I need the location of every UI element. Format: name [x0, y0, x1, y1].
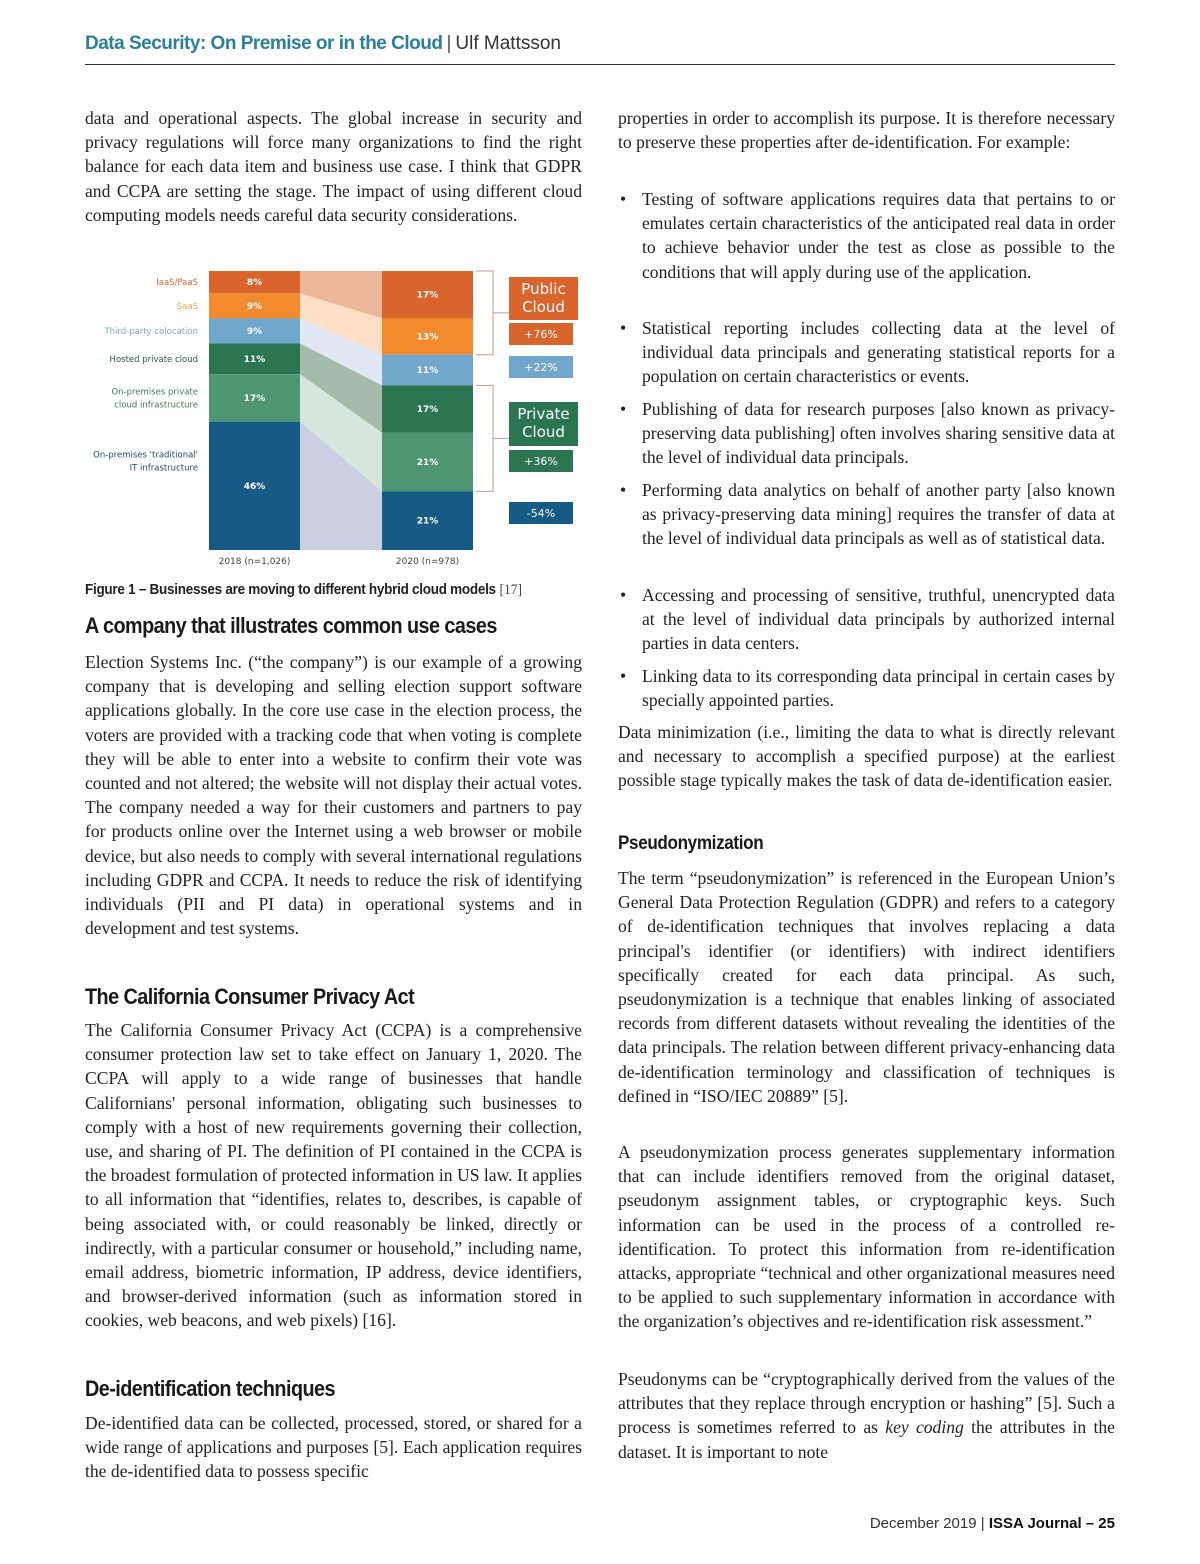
- heading-ccpa: The California Consumer Privacy Act: [85, 984, 415, 1009]
- bullet-item: • Publishing of data for research purposes [also known as privacy-preserving data publishing] often involves sharing sensitive data at the level of individual data principals.: [620, 399, 1115, 468]
- paragraph-data-minimization: Data minimization (i.e., limiting the data to what is directly relevant and necessary to accomplish a specified purpose) at the earliest possible stage typically makes the task of data de-identification easier.: [618, 722, 1115, 791]
- caption-text: Figure 1 – Businesses are moving to different hybrid cloud models: [85, 581, 496, 598]
- series-label: On-premises private: [111, 387, 198, 398]
- emphasis-key-coding: key coding: [885, 1417, 964, 1438]
- bracket: [476, 385, 509, 491]
- data-label: 17%: [416, 290, 439, 301]
- series-label: cloud infrastructure: [114, 400, 198, 411]
- series-label: IT infrastructure: [129, 463, 198, 474]
- paragraph-deidentification: De-identified data can be collected, processed, stored, or shared for a wide range of applications and purposes [5]. Each application requires the de-identified data to possess specific: [85, 1413, 582, 1482]
- annotation-label: Public: [521, 280, 566, 298]
- heading-company: A company that illustrates common use cases: [85, 613, 497, 638]
- annotation-label: +36%: [524, 455, 558, 468]
- data-label: 21%: [416, 516, 439, 527]
- paragraph-pseudonymization-2: A pseudonymization process generates supplementary information that can include identifiers removed from the original dataset, pseudonym assignment tables, or cryptographic keys. Such information can be used in the process of a controlled re-identification. To protect this information from re-identification attacks, appropriate “technical and other organizational measures need to be applied to such supplementary information in accordance with the organization’s objectives and re-identification risk assessment.”: [618, 1142, 1115, 1332]
- bullet-text: Publishing of data for research purposes [also known as privacy-preserving data publishing] often involves sharing sensitive data at the level of individual data principals.: [642, 399, 1115, 468]
- paragraph-ccpa: The California Consumer Privacy Act (CCPA) is a comprehensive consumer protection law set to take effect on January 1, 2020. The CCPA will apply to a wide range of businesses that handle Californians' personal information, obligating such businesses to comply with a host of new requirements governing their collection, use, and sharing of PI. The definition of PI contained in the CCPA is the broadest formulation of protected information in US law. It applies to all information that “identifies, relates to, describes, is capable of being associated with, or could reasonably be linked, directly or indirectly, with a particular consumer or household,” including name, email address, biometric information, IP address, device identifiers, and browser-derived information (such as information stored in cookies, web beacons, and web pixels) [16].: [85, 1020, 582, 1331]
- heading-pseudonymization: Pseudonymization: [618, 833, 764, 854]
- footer-journal: ISSA Journal – 25: [988, 1515, 1115, 1532]
- series-label: Hosted private cloud: [109, 354, 198, 365]
- caption-ref: [17]: [499, 582, 523, 598]
- annotation-label: +22%: [524, 361, 558, 374]
- bullet-item: • Statistical reporting includes collecting data at the level of individual data principals and generating statistical reports for a population on certain characteristics or events.: [620, 318, 1115, 387]
- annotation-label: Cloud: [522, 298, 565, 316]
- data-label: 21%: [416, 458, 439, 469]
- annotation-label: Private: [517, 405, 570, 423]
- header-rule: [85, 64, 1115, 65]
- footer-date: December 2019: [869, 1515, 977, 1532]
- series-label: On-premises 'traditional': [93, 450, 198, 461]
- annotation-label: Cloud: [522, 423, 565, 441]
- data-label: 46%: [243, 481, 266, 492]
- heading-deidentification: De-identification techniques: [85, 1376, 336, 1401]
- annotation-label: +76%: [524, 328, 558, 341]
- data-label: 17%: [416, 405, 439, 416]
- paragraph-properties: properties in order to accomplish its purpose. It is therefore necessary to preserve these properties after de-identification. For example:: [618, 108, 1115, 153]
- bullet-item: • Accessing and processing of sensitive, truthful, unencrypted data at the level of individual data principals by authorized internal parties in data centers.: [620, 585, 1115, 654]
- footer-separator: |: [980, 1515, 985, 1532]
- series-label: SaaS: [176, 301, 198, 312]
- text-run: the attributes in the dataset. It is important to note: [618, 1417, 1115, 1462]
- data-label: 13%: [416, 332, 439, 343]
- bullet-item: • Testing of software applications requires data that pertains to or emulates certain characteristics of the anticipated real data in order to achieve behavior under the test as close as possible to the conditions that will apply during use of the application.: [620, 189, 1115, 282]
- series-label: IaaS/PaaS: [156, 278, 198, 289]
- bullet-item: • Linking data to its corresponding data principal in certain cases by specially appointed parties.: [620, 666, 1115, 711]
- header-separator: |: [446, 33, 452, 54]
- data-label: 9%: [246, 326, 263, 337]
- header-author: Ulf Mattsson: [455, 33, 561, 54]
- series-label: Third-party colocation: [104, 326, 198, 337]
- text-run: Pseudonyms can be “cryptographically derived from the values of the attributes that they replace through encryption or hashing” [5]. Such a process is sometimes referred to as: [618, 1369, 1115, 1438]
- paragraph-company: Election Systems Inc. (“the company”) is our example of a growing company that is developing and selling election support software applications globally. In the core use case in the election process, the voters are provided with a tracking code that when voting is complete they will be able to enter into a website to confirm their vote was counted and not altered; the website will not display their actual votes. The company needed a way for their customers and partners to pay for products online over the Internet using a web browser or mobile device, but also needs to comply with several international regulations including GDPR and CCPA. It needs to reduce the risk of identifying individuals (PII and PI data) in operational systems and in development and test systems.: [85, 652, 582, 939]
- paragraph-pseudonymization-1: The term “pseudonymization” is referenced in the European Union’s General Data Protection Regulation (GDPR) and refers to a category of de-identification techniques that involves replacing a data principal's identifier (or identifiers) with indirect identifiers specifically created for each data principal. As such, pseudonymization is a technique that enables linking of associated records from different datasets without revealing the identities of the data principals. The relation between different privacy-enhancing data de-identification terminology and classification of techniques is defined in “ISO/IEC 20889” [5].: [618, 868, 1115, 1106]
- running-header: [85, 33, 561, 55]
- data-label: 11%: [416, 366, 439, 377]
- data-label: 9%: [246, 301, 263, 312]
- category-label: 2018 (n=1,026): [218, 557, 291, 567]
- bullet-text: Accessing and processing of sensitive, truthful, unencrypted data at the level of individual data principals by authorized internal parties in data centers.: [642, 585, 1115, 654]
- figure-caption: [85, 581, 522, 599]
- category-label: 2020 (n=978): [395, 557, 460, 567]
- bracket: [476, 271, 509, 355]
- bullet-text: Statistical reporting includes collecting data at the level of individual data principals and generating statistical reports for a population on certain characteristics or events.: [642, 318, 1115, 387]
- annotation-label: -54%: [526, 507, 556, 520]
- data-label: 8%: [246, 278, 263, 289]
- paragraph-pseudonymization-3: [618, 1367, 1115, 1464]
- bullet-text: Linking data to its corresponding data principal in certain cases by specially appointed parties.: [642, 666, 1115, 711]
- header-title: Data Security: On Premise or in the Cloud: [85, 33, 443, 54]
- bullet-item: • Performing data analytics on behalf of another party [also known as privacy-preserving data mining] requires the transfer of data at the level of individual data principals as well as of statistical data.: [620, 480, 1115, 549]
- figure-1-chart: [85, 265, 585, 575]
- bullet-text: Performing data analytics on behalf of another party [also known as privacy-preserving data mining] requires the transfer of data at the level of individual data principals as well as of statistical data.: [642, 480, 1115, 549]
- bullet-text: Testing of software applications requires data that pertains to or emulates certain characteristics of the anticipated real data in order to achieve behavior under the test as close as possible to the conditions that will apply during use of the application.: [642, 189, 1115, 282]
- data-label: 17%: [243, 393, 266, 404]
- paragraph-intro: data and operational aspects. The global increase in security and privacy regulations will force many organizations to find the right balance for each data item and business use case. I think that GDPR and CCPA are setting the stage. The impact of using different cloud computing models needs careful data security considerations.: [85, 108, 582, 225]
- page-footer: [870, 1515, 1115, 1532]
- data-label: 11%: [243, 354, 266, 365]
